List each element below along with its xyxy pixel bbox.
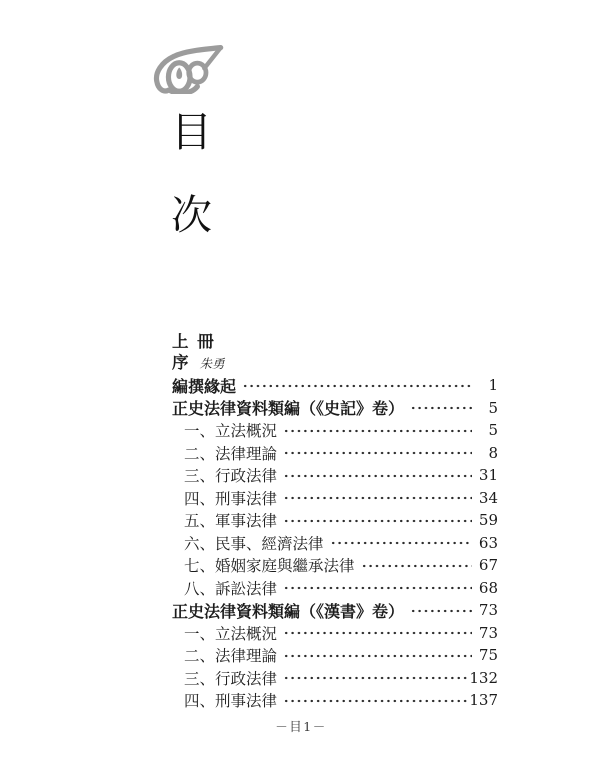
page-number: 1 bbox=[488, 376, 498, 395]
volume-label: 上 冊 bbox=[172, 332, 214, 352]
toc-entry bbox=[172, 487, 498, 510]
page-number: 63 bbox=[478, 533, 498, 552]
dot-leader bbox=[283, 464, 472, 487]
dot-leader bbox=[283, 577, 472, 600]
toc-entry-label: 四、刑事法律 bbox=[184, 489, 278, 508]
page-number: 137 bbox=[469, 691, 498, 710]
toc-entry bbox=[172, 442, 498, 465]
toc-entry-label: 六、民事、經濟法律 bbox=[184, 534, 324, 553]
volume-heading bbox=[172, 329, 498, 352]
toc-entry-label: 正史法律資料類編（《漢書》卷） bbox=[172, 601, 405, 621]
page-title bbox=[171, 109, 212, 239]
toc-entry-label: 七、婚姻家庭與繼承法律 bbox=[184, 557, 355, 576]
page-footer: －目1－ bbox=[275, 719, 327, 734]
preface-entry bbox=[172, 352, 498, 375]
toc-entry bbox=[172, 509, 498, 532]
dot-leader bbox=[410, 599, 472, 622]
toc-entry bbox=[172, 374, 498, 397]
page-number: 73 bbox=[478, 601, 498, 620]
dot-leader bbox=[283, 419, 472, 442]
publisher-calligraphy-mark-icon bbox=[149, 41, 225, 94]
dot-leader bbox=[283, 487, 472, 510]
page-number: 75 bbox=[478, 646, 498, 665]
toc-entry-label: 三、行政法律 bbox=[184, 669, 278, 688]
toc-entry bbox=[172, 419, 498, 442]
toc-entry-label: 正史法律資料類編（《史記》卷） bbox=[172, 399, 405, 419]
toc-entry bbox=[172, 644, 498, 667]
page-number: 67 bbox=[478, 556, 498, 575]
toc-entry bbox=[172, 689, 498, 712]
page-number: 73 bbox=[478, 623, 498, 642]
toc-entry bbox=[172, 397, 498, 420]
page-number: 5 bbox=[488, 421, 498, 440]
page-number: 59 bbox=[478, 511, 498, 530]
dot-leader bbox=[361, 554, 472, 577]
toc-entry bbox=[172, 577, 498, 600]
page-number: 68 bbox=[478, 578, 498, 597]
title-char-mu: 目 bbox=[171, 108, 212, 156]
preface-author: 朱勇 bbox=[199, 355, 225, 371]
dot-leader bbox=[283, 442, 472, 465]
dot-leader bbox=[283, 622, 472, 645]
table-of-contents bbox=[172, 329, 498, 712]
toc-entry bbox=[172, 532, 498, 555]
preface-label: 序 bbox=[172, 352, 189, 372]
dot-leader bbox=[283, 667, 467, 690]
toc-entry bbox=[172, 464, 498, 487]
toc-entry-label: 一、立法概況 bbox=[184, 624, 278, 643]
page-number: 5 bbox=[488, 398, 498, 417]
toc-entry-label: 一、立法概況 bbox=[184, 422, 278, 441]
page-number: 8 bbox=[488, 443, 498, 462]
toc-entry-label: 編撰緣起 bbox=[172, 376, 237, 396]
toc-entry bbox=[172, 667, 498, 690]
dot-leader bbox=[330, 532, 472, 555]
dot-leader bbox=[242, 374, 472, 397]
toc-entry bbox=[172, 622, 498, 645]
toc-entry bbox=[172, 554, 498, 577]
toc-entry-label: 八、訴訟法律 bbox=[184, 579, 278, 598]
page-number: 34 bbox=[478, 488, 498, 507]
dot-leader bbox=[410, 397, 472, 420]
dot-leader bbox=[283, 689, 467, 712]
dot-leader bbox=[283, 509, 472, 532]
dot-leader bbox=[283, 644, 472, 667]
toc-entry-label: 二、法律理論 bbox=[184, 647, 278, 666]
toc-entry-label: 四、刑事法律 bbox=[184, 692, 278, 711]
page-number: 31 bbox=[478, 466, 498, 485]
title-char-ci: 次 bbox=[171, 191, 212, 239]
toc-entry-label: 二、法律理論 bbox=[184, 444, 278, 463]
toc-entry-label: 五、軍事法律 bbox=[184, 512, 278, 531]
page-number: 132 bbox=[469, 668, 498, 687]
toc-entry bbox=[172, 599, 498, 622]
toc-entry-label: 三、行政法律 bbox=[184, 467, 278, 486]
